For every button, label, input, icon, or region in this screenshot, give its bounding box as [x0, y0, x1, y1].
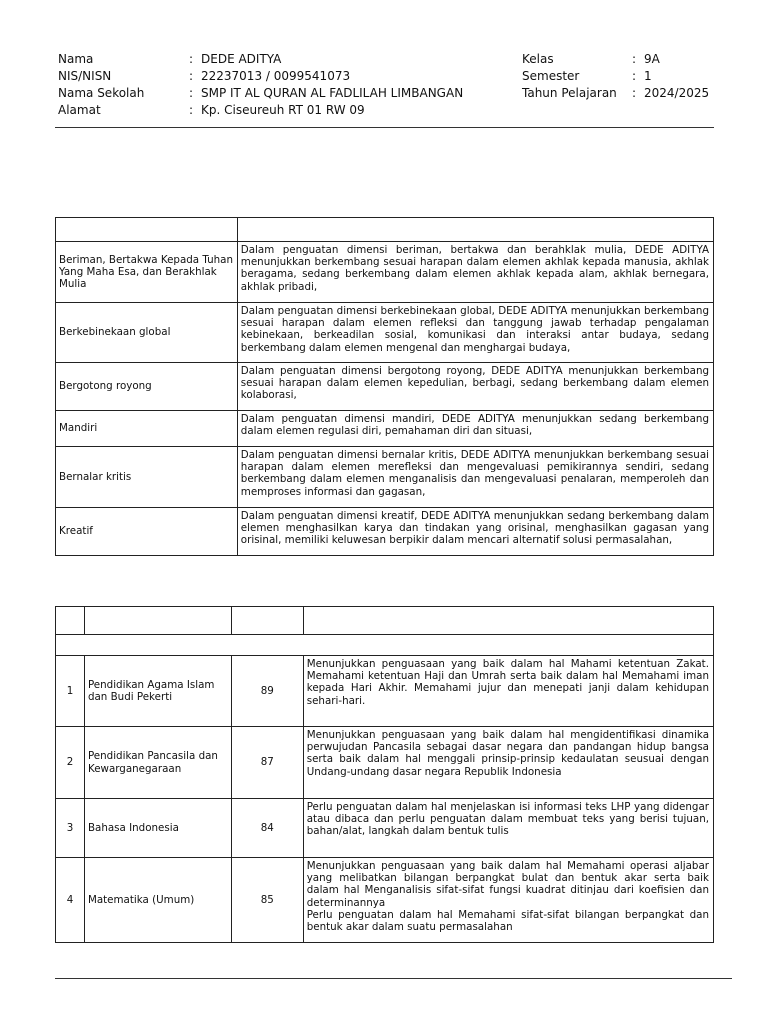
dimension-cell: Bergotong royong [56, 363, 238, 411]
school-label: Nama Sekolah [58, 86, 145, 100]
nis-label: NIS/NISN [58, 69, 112, 83]
table-row [56, 303, 714, 363]
address-label: Alamat [58, 103, 101, 117]
description-cell: Dalam penguatan dimensi kreatif, DEDE ADITYA menunjukkan sedang berkembang dalam elemen menghasilkan karya dan tindakan yang orisinal, menghasilkan gagasan yang orisinal, memiliki keluwesan berpikir dalam mencari alternatif solusi permasalahan, [237, 508, 713, 556]
year-value: 2024/2025 [644, 86, 710, 100]
grades-group-row [56, 635, 714, 656]
dimension-cell: Bernalar kritis [56, 447, 238, 508]
description-cell: Menunjukkan penguasaan yang baik dalam hal Mahami ketentuan Zakat. Memahami ketentuan Haji dan Umrah serta baik dalam hal Memahami iman kepada Hari Akhir. Memahami jujur dan menepati janji dalam kehidupan sehari-hari. [303, 656, 713, 727]
colon: : [189, 52, 194, 66]
description-cell: Perlu penguatan dalam hal menjelaskan isi informasi teks LHP yang didengar atau dibaca dan perlu penguatan dalam membuat teks yang berisi tujuan, bahan/alat, langkah dalam bentuk tulis [303, 799, 713, 858]
name-label: Nama [58, 52, 94, 66]
colon: : [632, 69, 637, 83]
grades-table [55, 606, 714, 943]
table-row [56, 727, 714, 799]
description-cell: Dalam penguatan dimensi beriman, bertakwa dan berahklak mulia, DEDE ADITYA menunjukkan berkembang sesuai harapan dalam elemen akhlak kepada manusia, akhlak beragama, sedang berkembang dalam elemen akhlak kepada alam, akhlak bernegara, akhlak pribadi, [237, 242, 713, 303]
row-number: 2 [56, 727, 85, 799]
school-value: SMP IT AL QURAN AL FADLILAH LIMBANGAN [201, 86, 464, 100]
score-cell: 89 [231, 656, 303, 727]
description-cell: Dalam penguatan dimensi bergotong royong, DEDE ADITYA menunjukkan berkembang sesuai harapan dalam elemen kepedulian, berbagi, sedang berkembang dalam elemen kolaborasi, [237, 363, 713, 411]
table-row [56, 656, 714, 727]
table-row [56, 363, 714, 411]
table-row [56, 447, 714, 508]
subject-cell: Matematika (Umum) [84, 858, 231, 943]
header-divider [55, 127, 714, 128]
footer-divider [55, 978, 732, 979]
description-cell: Dalam penguatan dimensi bernalar kritis, DEDE ADITYA menunjukkan berkembang sesuai harapan dalam elemen merefleksi dan mengevaluasi pemikirannya sendiri, sedang berkembang dalam elemen menganalisis dan mengevaluasi penalaran, memperoleh dan memproses informasi dan gagasan, [237, 447, 713, 508]
row-number: 4 [56, 858, 85, 943]
table-row [56, 858, 714, 943]
group-cell [56, 635, 714, 656]
year-label: Tahun Pelajaran [522, 86, 617, 100]
name-row [58, 51, 463, 68]
header-cell [231, 607, 303, 635]
row-number: 3 [56, 799, 85, 858]
address-value: Kp. Ciseureuh RT 01 RW 09 [201, 103, 365, 117]
description-cell: Dalam penguatan dimensi berkebinekaan global, DEDE ADITYA menunjukkan berkembang sesuai harapan dalam elemen refleksi dan tanggung jawab terhadap pengalaman kebinekaan, berkeadilan sosial, komunikasi dan interaksi antar budaya, sedang berkembang dalam elemen mengenal dan menghargai budaya, [237, 303, 713, 363]
header-cell [237, 218, 713, 242]
dimension-cell: Berkebinekaan global [56, 303, 238, 363]
colon: : [189, 69, 194, 83]
table-row [56, 508, 714, 556]
dimension-cell: Mandiri [56, 411, 238, 447]
class-label: Kelas [522, 52, 554, 66]
score-cell: 84 [231, 799, 303, 858]
semester-row [522, 68, 709, 85]
table-row [56, 242, 714, 303]
header-cell [56, 218, 238, 242]
score-cell: 85 [231, 858, 303, 943]
description-cell: Menunjukkan penguasaan yang baik dalam hal mengidentifikasi dinamika perwujudan Pancasila sebagai dasar negara dan pandangan hidup bangsa serta baik dalam hal menggali prinsip-prinsip kedaulatan seusuai dengan Undang-undang dasar negara Republik Indonesia [303, 727, 713, 799]
colon: : [632, 86, 637, 100]
table-row [56, 411, 714, 447]
profile-table [55, 217, 714, 556]
school-row [58, 85, 463, 102]
subject-cell: Bahasa Indonesia [84, 799, 231, 858]
colon: : [189, 103, 194, 117]
description-cell: Menunjukkan penguasaan yang baik dalam hal Memahami operasi aljabar yang melibatkan bilangan berpangkat bulat dan bentuk akar serta baik dalam hal Menganalisis sifat-sifat fungsi kuadrat ditinjau dari koefisien dan determinannya Perlu penguatan dalam hal Memahami sifat-sifat bilangan berpangkat dan bentuk akar dalam suatu permasalahan [303, 858, 713, 943]
colon: : [632, 52, 637, 66]
class-row [522, 51, 709, 68]
address-row [58, 102, 463, 119]
dimension-cell: Kreatif [56, 508, 238, 556]
semester-value: 1 [644, 69, 652, 83]
profile-header-row [56, 218, 714, 242]
description-cell: Dalam penguatan dimensi mandiri, DEDE ADITYA menunjukkan sedang berkembang dalam elemen regulasi diri, pemahaman diri dan situasi, [237, 411, 713, 447]
table-row [56, 799, 714, 858]
dimension-cell: Beriman, Bertakwa Kepada Tuhan Yang Maha Esa, dan Berakhlak Mulia [56, 242, 238, 303]
nis-row [58, 68, 463, 85]
colon: : [189, 86, 194, 100]
subject-cell: Pendidikan Agama Islam dan Budi Pekerti [84, 656, 231, 727]
class-value: 9A [644, 52, 660, 66]
grades-header-row [56, 607, 714, 635]
header-cell [56, 607, 85, 635]
name-value: DEDE ADITYA [201, 52, 282, 66]
student-info-right [522, 51, 709, 102]
subject-cell: Pendidikan Pancasila dan Kewarganegaraan [84, 727, 231, 799]
row-number: 1 [56, 656, 85, 727]
year-row [522, 85, 709, 102]
header-cell [84, 607, 231, 635]
nis-value: 22237013 / 0099541073 [201, 69, 351, 83]
student-info-left [58, 51, 463, 119]
semester-label: Semester [522, 69, 580, 83]
score-cell: 87 [231, 727, 303, 799]
header-cell [303, 607, 713, 635]
